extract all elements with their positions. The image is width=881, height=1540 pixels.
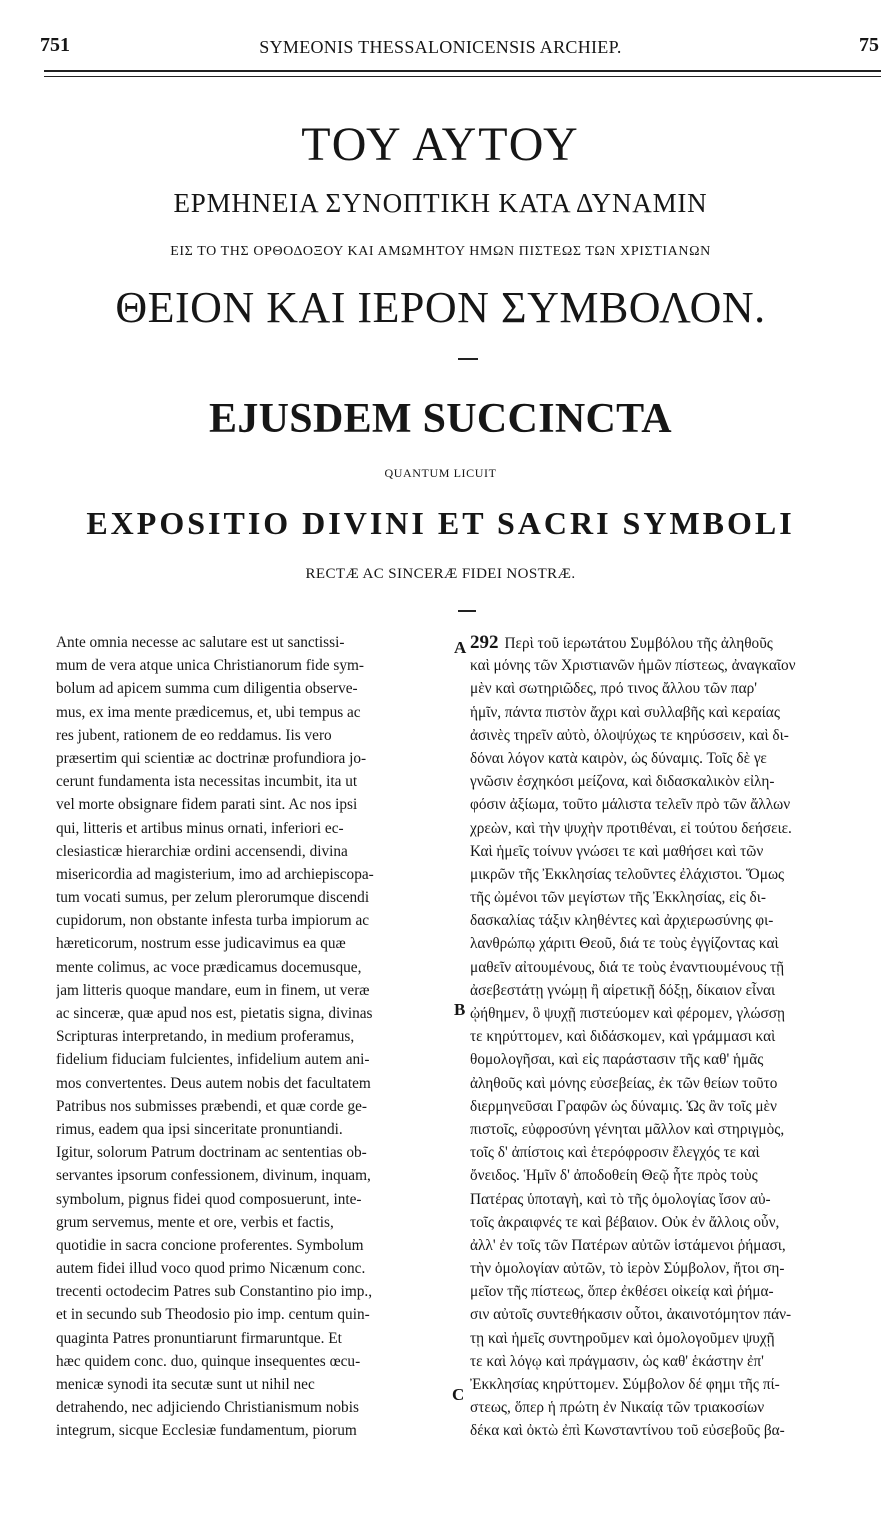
latin-line: symbolum, pignus fidei quod composuerunt, inte-	[56, 1190, 362, 1208]
latin-line: jam litteris quoque mandare, eum in finem, ut veræ	[56, 981, 370, 999]
latin-line: misericordia ad magisterium, imo ad archiepiscopa-	[56, 865, 374, 883]
latin-line: quaginta Patres pronuntiarunt firmaruntque. Et	[56, 1329, 342, 1347]
latin-line: clesiasticæ hierarchiæ ordini accensendi, divina	[56, 842, 348, 860]
greek-line: φόσιν ἀξίωμα, τοῦτο μάλιστα τελεῖν πρὸ τῶν ἄλλων	[470, 796, 791, 814]
latin-small-title: QUANTUM LICUIT	[384, 466, 497, 480]
latin-line: quotidie in sacra concione proferentes. Symbolum	[56, 1236, 364, 1254]
latin-line: mos convertentes. Deus autem nobis det facultatem	[56, 1074, 371, 1092]
latin-line: hæreticorum, nostrum esse judicavimus ea quæ	[56, 935, 346, 953]
latin-line: Ante omnia necesse ac salutare est ut sanctissi-	[56, 634, 345, 651]
greek-line: λανθρώπῳ χάριτι Θεοῦ, διά τε τοὺς ἐγγίζοντας καὶ	[470, 935, 779, 953]
greek-line: τῆς ὠμένοι τῶν μεγίστων τῆς Ἐκκλησίας, εἰς δι-	[470, 889, 766, 907]
greek-subtitle: ΕΡΜΗΝΕΙΑ ΣΥΝΟΠΤΙΚΗ ΚΑΤΑ ΔΥΝΑΜΙΝ	[173, 188, 708, 218]
greek-line: ἡμῖν, πάντα πιστὸν ἄχρι καὶ συλλαβῆς καὶ κεραίας	[470, 703, 780, 721]
margin-marker-b: B	[454, 1000, 466, 1019]
greek-line: τὴν ὁμολογίαν αὐτῶν, τὸ ἱερὸν Σύμβολον, ἤτοι ση-	[470, 1260, 785, 1278]
latin-line: mum de vera atque unica Christianorum fide sym-	[56, 657, 364, 675]
greek-line: καὶ μόνης τῶν Χριστιανῶν ἡμῶν πίστεως, ἀναγκαῖον	[470, 657, 796, 675]
latin-line: hæc quidem conc. duo, quinque insequentes œcu-	[56, 1352, 361, 1370]
margin-marker-a: A	[454, 638, 467, 657]
greek-first-line-text: Περὶ τοῦ ἱερωτάτου Συμβόλου τῆς ἀληθοῦς	[504, 635, 773, 652]
greek-line: δέκα καὶ ὀκτὼ ἐπὶ Κωνσταντίνου τοῦ εὐσεβοῦς βα-	[470, 1422, 785, 1440]
latin-column	[56, 631, 448, 1443]
greek-line: ἀσινὲς τηρεῖν αὐτὸ, ὁλοψύχως τε κηρύσσειν, καὶ δι-	[470, 726, 789, 744]
latin-line: grum servemus, mente et ore, verbis et factis,	[56, 1213, 334, 1231]
greek-line: διερμηνεῦσαι Γραφῶν ὡς δύναμις. Ὡς ἂν τοῖς μὲν	[470, 1097, 777, 1115]
latin-line: qui, litteris et artibus minus ornati, inferiori ec-	[56, 819, 344, 837]
latin-line: Scripturas interpretando, in medium proferamus,	[56, 1028, 355, 1046]
latin-line: mus, ex ima mente prædicemus, et, ubi tempus ac	[56, 703, 361, 721]
latin-line: Patribus nos submisses præbendi, et quæ corde ge-	[56, 1097, 368, 1115]
greek-large-title: ΘΕΙΟΝ ΚΑΙ ΙΕΡΟΝ ΣΥΜΒΟΛΟΝ.	[115, 283, 766, 332]
latin-line: trecenti octodecim Patres sub Constantino pio imp.,	[56, 1283, 373, 1301]
running-title: SYMEONIS THESSALONICENSIS ARCHIEP.	[259, 37, 622, 57]
latin-line: cerunt fundamenta ista necessitas incumbit, ita ut	[56, 773, 358, 791]
greek-line: ἀσεβεστάτῃ γνώμῃ ἢ αἱρετικῇ δόξῃ, δίκαιον εἶναι	[470, 981, 776, 999]
greek-line: δασκαλίας τάξιν κληθέντες καὶ ἀρχιερωσύνης φι-	[470, 912, 774, 930]
greek-line: μαθεῖν αἰτουμένους, διά τε τοὺς ἐναντιουμένους τῇ	[470, 958, 785, 976]
greek-line: ἀληθοῦς καὶ μόνης εὐσεβείας, ἐκ τῶν θείων τοῦτο	[470, 1074, 778, 1092]
latin-line: bolum ad apicem summa cum diligentia observe-	[56, 680, 358, 698]
latin-line: mente colimus, ac voce prædicamus docemusque,	[56, 958, 362, 976]
greek-line: ᾠήθημεν, ὃ ψυχῇ πιστεύομεν καὶ φέρομεν, γλώσσῃ	[470, 1005, 786, 1022]
latin-line: autem fidei illud voco quod primo Nicænum conc.	[56, 1260, 366, 1278]
greek-line: Ἐκκλησίας κηρύττομεν. Σύμβολον δέ φημι τῆς πί-	[470, 1376, 780, 1393]
latin-large-title: EXPOSITIO DIVINI ET SACRI SYMBOLI	[86, 505, 795, 541]
page-number-right: 75	[859, 34, 879, 56]
greek-line: μὲν καὶ σωτηριῶδες, πρό τινος ἄλλου τῶν παρ'	[470, 680, 758, 698]
greek-line: πιστοῖς, εὐφροσύνη γένηται μᾶλλον καὶ στηριγμὸς,	[470, 1120, 785, 1138]
greek-line: ἀλλ' ἐν τοῖς τῶν Πατέρων αὐτῶν ἱστάμενοι ῥήμασι,	[470, 1236, 786, 1254]
greek-column	[470, 631, 881, 1443]
latin-line: ac sinceræ, quæ apud nos est, pietatis signa, divinas	[56, 1005, 373, 1022]
latin-line: tum vocati sumus, per zelum plerorumque discendi	[56, 889, 370, 907]
latin-subtitle: RECTÆ AC SINCERÆ FIDEI NOSTRÆ.	[305, 566, 576, 582]
greek-line: Καὶ ἡμεῖς τοίνυν γνώσει τε καὶ μαθήσει καὶ τῶν	[470, 842, 764, 860]
latin-line: fidelium fiduciam fulcientes, infidelium autem ani-	[56, 1051, 370, 1069]
running-header	[0, 34, 881, 60]
greek-line: τοῖς ἀκραιφνές τε καὶ βέβαιον. Οὐκ ἐν ἄλλοις οὖν,	[470, 1213, 780, 1231]
latin-line: menicæ synodi ita secutæ sunt ut nihil nec	[56, 1376, 315, 1393]
latin-line: integrum, sicque Ecclesiæ fundamentum, piorum	[56, 1422, 357, 1440]
latin-line: et in secundo sub Theodosio pio imp. centum quin-	[56, 1306, 370, 1324]
greek-line: δόναι λόγον κατὰ καιρὸν, ὡς δύναμις. Τοῖς δὲ γε	[470, 749, 767, 767]
page-number-left: 751	[40, 34, 70, 56]
greek-line	[470, 631, 881, 654]
greek-line: τοῖς δ' ἀπίστοις καὶ ἑτερόφροσιν ἔλεγχός τε καὶ	[470, 1144, 760, 1162]
section-divider	[458, 610, 476, 612]
greek-small-title: ΕΙΣ ΤΟ ΤΗΣ ΟΡΘΟΔΟΞΟΥ ΚΑΙ ΑΜΩΜΗΤΟΥ ΗΜΩΝ ΠΙΣΤΕΩΣ ΤΩΝ ΧΡΙΣΤΙΑΝΩΝ	[170, 244, 711, 259]
latin-line: res jubent, rationem de eo reddamus. Iis vero	[56, 726, 332, 744]
greek-line: τῃ καὶ ἡμεῖς συντηροῦμεν καὶ ὁμολογοῦμεν ψυχῇ	[470, 1329, 775, 1347]
section-number: 292	[470, 632, 499, 653]
header-rule-thin	[44, 76, 881, 77]
latin-line: rimus, eadem qua ipsi sinceritate pronuntiandi.	[56, 1120, 343, 1138]
greek-line: Πατέρας ὑποταγὴ, καὶ τὸ τῆς ὁμολογίας ἴσον αὐ-	[470, 1190, 771, 1208]
greek-line: ὄνειδος. Ἡμῖν δ' ἀποδοθείη Θεῷ ἧτε πρὸς τοὺς	[470, 1167, 758, 1185]
latin-line: vel morte obsignare fidem parati sint. Ac nos ipsi	[56, 796, 358, 814]
latin-line: detrahendo, nec adjiciendo Christianismum nobis	[56, 1399, 359, 1417]
latin-line: Igitur, solorum Patrum doctrinam ac sententias ob-	[56, 1144, 367, 1162]
greek-line: τε καὶ λόγῳ καὶ πράγμασιν, ὡς καθ' ἑκάστην ἐπ'	[470, 1352, 764, 1370]
greek-line: μεῖον τῆς πίστεως, ὅπερ ἐκθέσει οἰκείᾳ καὶ ῥήμα-	[470, 1283, 774, 1301]
title-divider	[458, 358, 478, 360]
greek-main-title: ΤΟΥ ΑΥΤΟΥ	[301, 118, 580, 171]
latin-line: cupidorum, non obstante infesta turba impiorum ac	[56, 912, 370, 930]
header-rule-thick	[44, 70, 881, 72]
greek-line: στεως, ὅπερ ἡ πρώτη ἐν Νικαίᾳ τῶν τριακοσίων	[470, 1399, 765, 1417]
greek-line: χρεὼν, καὶ τὴν ψυχὴν προτιθέναι, εἰ τούτου δεήσειε.	[470, 819, 792, 837]
latin-line: præsertim qui scientiæ ac doctrinæ profundiora jo-	[56, 749, 367, 767]
latin-line: servantes ipsorum confessionem, divinum, inquam,	[56, 1167, 371, 1185]
margin-marker-c: C	[452, 1385, 465, 1404]
greek-line: θομολογῆσαι, καὶ εἰς παράστασιν τῆς καθ' ἡμᾶς	[470, 1051, 764, 1069]
latin-main-title: EJUSDEM SUCCINCTA	[209, 396, 672, 442]
greek-line: μικρῶν τῆς Ἐκκλησίας τελοῦντες ἐλάχιστοι. Ὅμως	[470, 865, 785, 883]
greek-line: γνῶσιν ἐσχηκόσι μείζονα, καὶ διδασκαλικὸν εἰλη-	[470, 773, 775, 791]
greek-line: σιν αὐτοῖς συντεθήκασιν οὗτοι, ἀκαινοτόμητον πάν-	[470, 1306, 792, 1324]
greek-line: τε κηρύττομεν, καὶ διδάσκομεν, καὶ γράμμασι καὶ	[470, 1028, 776, 1046]
